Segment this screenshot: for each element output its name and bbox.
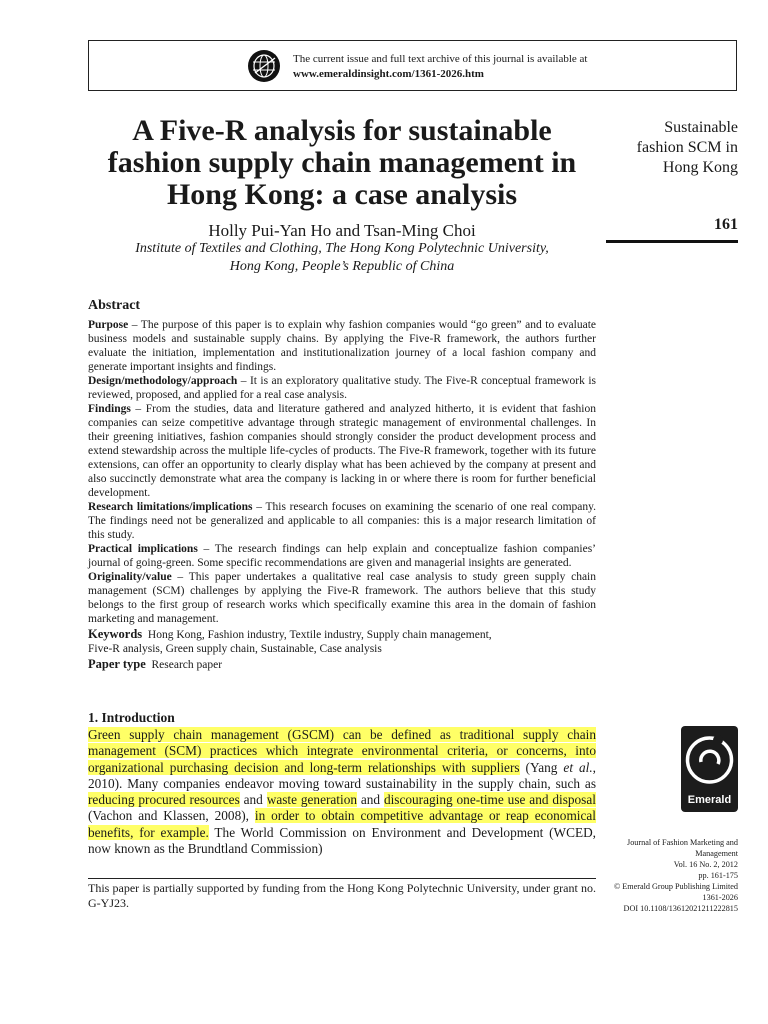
footnote: This paper is partially supported by funding from the Hong Kong Polytechnic University, under grant no. G-YJ23.: [88, 881, 596, 910]
intro-text: , 2010). Many companies endeavor moving toward sustainability in the supply chain, such as: [88, 759, 596, 791]
highlighted-text: reducing procured resources: [88, 792, 240, 808]
paper-authors: Holly Pui-Yan Ho and Tsan-Ming Choi: [208, 221, 476, 240]
findings-label: Findings: [88, 403, 131, 415]
abstract-originality: [88, 570, 596, 626]
running-title-line: fashion SCM in: [636, 139, 738, 156]
originality-label: Originality/value: [88, 571, 172, 583]
research-label: Research limitations/implications: [88, 501, 253, 513]
page-number: 161: [714, 216, 738, 233]
abstract-design: [88, 374, 596, 402]
purpose-label: Purpose: [88, 319, 129, 331]
banner-text: [293, 52, 587, 82]
abstract-purpose: [88, 318, 596, 374]
abstract-research: [88, 500, 596, 542]
intro-heading: 1. Introduction: [88, 710, 175, 725]
intro-text: (Vachon and Klassen, 2008),: [88, 808, 255, 824]
practical-text: – The research findings can help explain and conceptualize fashion companies’ journal of going-green. Some specific recommendations are given and managerial insights are generated.: [88, 543, 597, 569]
intro-text: and: [357, 792, 384, 808]
purpose-text: – The purpose of this paper is to explain why fashion companies would “go green” and to evaluate business models and sustainable supply chains. By applying the Five-R framework, the authors further evaluate the initiation, implementation and institutionalization journey of a local fashion company and generate important insights and findings.: [88, 319, 596, 373]
running-title-line: Hong Kong: [662, 159, 738, 176]
findings-text: – From the studies, data and literature gathered and analyzed hitherto, it is evident that fashion companies can seize competitive advantage through strategic management of environmental challenges. In their greening initiatives, fashion companies should strongly consider the product development process and extend stewardship across the multiple life-cycles of products. The Five-R framework, together with its future extensions, can offer an opportunity to clearly display what has been achieved by the company at present and also succinctly demonstrate what area the company is lacking in or where there is room for further beneficial development.: [88, 403, 596, 499]
highlighted-text: waste generation: [266, 792, 357, 808]
journal-info-line: Management: [695, 849, 738, 858]
abstract-keywords: [88, 627, 596, 656]
intro-text: The World Commission on Environment and Development (WCED, now known as the Brundtland Commission): [88, 824, 596, 857]
abstract-papertype: [88, 657, 596, 672]
abstract-section: [88, 298, 596, 672]
design-label: Design/methodology/approach: [88, 375, 238, 387]
running-title: [606, 118, 738, 178]
abstract-findings: [88, 402, 596, 500]
globe-icon: [247, 49, 281, 83]
journal-info: [598, 837, 738, 914]
footnote-rule: [88, 878, 596, 879]
intro-text-italic: et al.: [563, 759, 593, 775]
abstract-practical: [88, 542, 596, 570]
running-title-line: Sustainable: [664, 119, 738, 136]
emerald-logo: [681, 726, 738, 812]
papertype-text: Research paper: [151, 659, 223, 671]
journal-url-link[interactable]: www.emeraldinsight.com/1361-2026.htm: [293, 68, 484, 80]
affiliation-line: Institute of Textiles and Clothing, The Hong Kong Polytechnic University,: [135, 241, 549, 256]
originality-text: – This paper undertakes a qualitative real case analysis to study green supply chain management (SCM) challenges by applying the Five-R framework. The authors believe that this study belongs to the first group of research works which specifically examine this area in the domain of fashion marketing and management.: [88, 571, 596, 625]
sidebar-rule: [606, 240, 738, 243]
banner-line: The current issue and full text archive of this journal is available at: [293, 53, 588, 65]
journal-info-line: DOI 10.1108/13612021211222815: [623, 904, 738, 913]
journal-info-line: pp. 161-175: [698, 871, 738, 880]
journal-archive-banner: [88, 40, 737, 91]
intro-text: (Yang: [519, 759, 564, 775]
research-text: – This research focuses on examining the scenario of one real company. The findings need not be generalized and applicable to all companies: this is a major research limitation of this study.: [88, 501, 596, 541]
affiliation-line: Hong Kong, People’s Republic of China: [229, 259, 455, 274]
abstract-heading: Abstract: [88, 298, 141, 313]
keywords-line: Hong Kong, Fashion industry, Textile industry, Supply chain management,: [147, 629, 492, 641]
practical-label: Practical implications: [88, 543, 198, 555]
journal-info-line: Journal of Fashion Marketing and: [627, 838, 738, 847]
journal-info-line: Vol. 16 No. 2, 2012: [673, 860, 738, 869]
paper-title: A Five-R analysis for sustainable fashion supply chain management in Hong Kong: a case analysis: [107, 114, 577, 211]
keywords-line: Five-R analysis, Green supply chain, Sustainable, Case analysis: [88, 643, 382, 655]
highlighted-text: Green supply chain management (GSCM) can be defined as traditional supply chain management (SCM) practices which integrate environmental criteria, or concerns, into organizational purchasing decision and long-term relationships with suppliers: [88, 727, 596, 775]
papertype-label: Paper type: [88, 657, 146, 671]
journal-info-line: © Emerald Group Publishing Limited: [613, 882, 738, 891]
emerald-wordmark: Emerald: [687, 794, 732, 806]
journal-info-line: 1361-2026: [702, 893, 738, 902]
intro-text: and: [239, 792, 267, 808]
intro-paragraph: [88, 727, 596, 857]
highlighted-text: discouraging one-time use and disposal: [383, 792, 596, 808]
highlighted-text: in order to obtain competitive advantage or reap economical benefits, for example.: [88, 808, 596, 840]
author-affiliation: [88, 240, 596, 276]
keywords-label: Keywords: [88, 627, 143, 641]
emerald-swirl-icon: [681, 728, 738, 794]
design-text: – It is an exploratory qualitative study. The Five-R conceptual framework is reviewed, proposed, and applied for a real case analysis.: [88, 375, 596, 401]
